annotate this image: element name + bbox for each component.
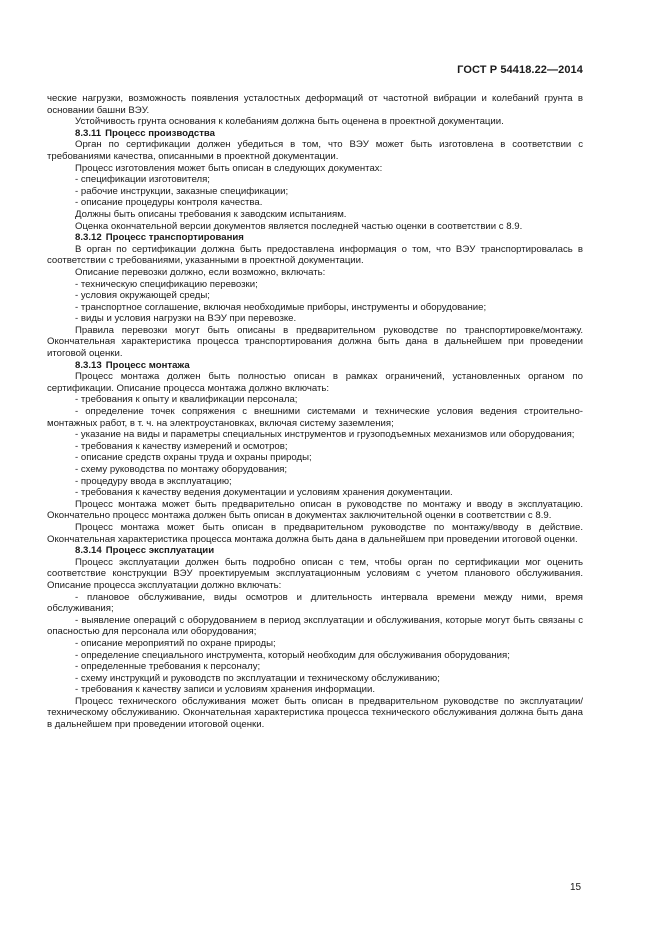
section-title: Процесс производства: [105, 127, 216, 139]
section-number: 8.3.13: [75, 359, 102, 371]
paragraph: Процесс монтажа может быть описан в предварительном руководстве по монтажу/вводу в действие. Окончательная характеристика процесса монтажа должна быть дана в дальнейшем при проведении итоговой оценки.: [47, 521, 583, 545]
list-item: - выявление операций с оборудованием в период эксплуатации и обслуживания, которые могут быть связаны с опасностью для персонала или оборудования;: [47, 614, 583, 638]
paragraph: Процесс изготовления может быть описан в следующих документах:: [75, 162, 383, 174]
page-number: 15: [570, 882, 582, 893]
paragraph: Правила перевозки могут быть описаны в предварительном руководстве по транспортировке/монтажу. Окончательная характеристика процесса транспортирования должна быть дана в дальнейшем при проведении итоговой оценки.: [47, 324, 583, 360]
document-body: [47, 93, 583, 731]
section-heading: [47, 360, 583, 372]
section-number: 8.3.11: [75, 127, 102, 139]
paragraph: Оценка окончательной версии документов является последней частью оценки в соответствии с 8.9.: [75, 220, 523, 232]
standard-number: ГОСТ Р 54418.22—2014: [457, 64, 583, 76]
list-item: - определенные требования к персоналу;: [75, 661, 261, 673]
list-item: - процедуру ввода в эксплуатацию;: [75, 475, 232, 487]
section-heading: [47, 545, 583, 557]
paragraph: Процесс монтажа должен быть полностью описан в рамках ограничений, установленных органом по сертификации. Описание процесса монтажа должно включать:: [47, 371, 583, 394]
list-item: - рабочие инструкции, заказные спецификации;: [75, 185, 289, 197]
list-item: - техническую спецификацию перевозки;: [75, 278, 258, 290]
section-title: Процесс эксплуатации: [105, 545, 215, 557]
list-item: - определение специального инструмента, который необходим для обслуживания оборудования;: [75, 649, 510, 661]
paragraph: Процесс эксплуатации должен быть подробно описан с тем, чтобы орган по сертификации мог оценить соответствие конструкции ВЭУ проектируемым эксплуатационным условиям с учетом планового обслуживания. Описание процесса эксплуатации должно включать:: [47, 556, 583, 591]
paragraph: Устойчивость грунта основания к колебаниям должна быть оценена в проектной документации.: [75, 116, 504, 128]
section-heading: [47, 232, 583, 244]
list-item: - описание процедуры контроля качества.: [75, 197, 263, 209]
list-item: - спецификации изготовителя;: [75, 174, 210, 186]
list-item: - требования к качеству измерений и осмотров;: [75, 440, 288, 452]
paragraph: Должны быть описаны требования к заводским испытаниям.: [75, 208, 347, 220]
section-heading: [47, 128, 583, 140]
paragraph: Процесс монтажа может быть предварительно описан в руководстве по монтажу и вводу в эксплуатацию. Окончательно процесс монтажа должен быть описан в документах заключительной оценки в соответствии с 8.9.: [47, 498, 583, 522]
list-item: - виды и условия нагрузки на ВЭУ при перевозке.: [75, 313, 297, 325]
list-item: - описание средств охраны труда и охраны природы;: [75, 452, 312, 464]
paragraph: Орган по сертификации должен убедиться в том, что ВЭУ может быть изготовлена в соответствии с требованиями качества, описанными в проектной документации.: [47, 139, 583, 162]
list-item: - транспортное соглашение, включая необходимые приборы, инструменты и оборудование;: [75, 301, 487, 313]
paragraph: ческие нагрузки, возможность появления усталостных деформаций от частотной вибрации и колебаний грунта в основании башни ВЭУ.: [47, 93, 583, 116]
paragraph: Процесс технического обслуживания может быть описан в предварительном руководстве по эксплуатации/техническому обслуживанию. Окончательная характеристика процесса технического обслуживания должна быть дана в дальнейшем при проведении итоговой оценки.: [47, 695, 583, 731]
list-item: - описание мероприятий по охране природы;: [75, 637, 276, 649]
paragraph: В орган по сертификации должна быть предоставлена информация о том, что ВЭУ транспортировалась в соответствии с требованиями, указанными в проектной документации.: [47, 243, 583, 267]
list-item: - указание на виды и параметры специальных инструментов и грузоподъемных механизмов или оборудования;: [75, 429, 575, 441]
list-item: - требования к качеству записи и условиям хранения информации.: [75, 684, 375, 696]
list-item: - требования к качеству ведения документации и условиям хранения документации.: [75, 487, 453, 499]
list-item: - определение точек сопряжения с внешними системами и технические условия ведения строительно-монтажных работ, в т. ч. на электроустановках, включая систему заземления;: [47, 406, 583, 429]
list-item: - условия окружающей среды;: [75, 290, 210, 302]
section-number: 8.3.12: [75, 232, 102, 244]
section-number: 8.3.14: [75, 545, 102, 557]
list-item: - схему руководства по монтажу оборудования;: [75, 464, 288, 475]
list-item: - плановое обслуживание, виды осмотров и длительность интервала времени между ними, время обслуживания;: [47, 591, 583, 615]
list-item: - схему инструкций и руководств по эксплуатации и техническому обслуживанию;: [75, 672, 440, 684]
section-title: Процесс транспортирования: [105, 232, 244, 244]
section-title: Процесс монтажа: [105, 359, 190, 371]
paragraph: Описание перевозки должно, если возможно, включать:: [75, 266, 326, 278]
list-item: - требования к опыту и квалификации персонала;: [75, 394, 298, 406]
